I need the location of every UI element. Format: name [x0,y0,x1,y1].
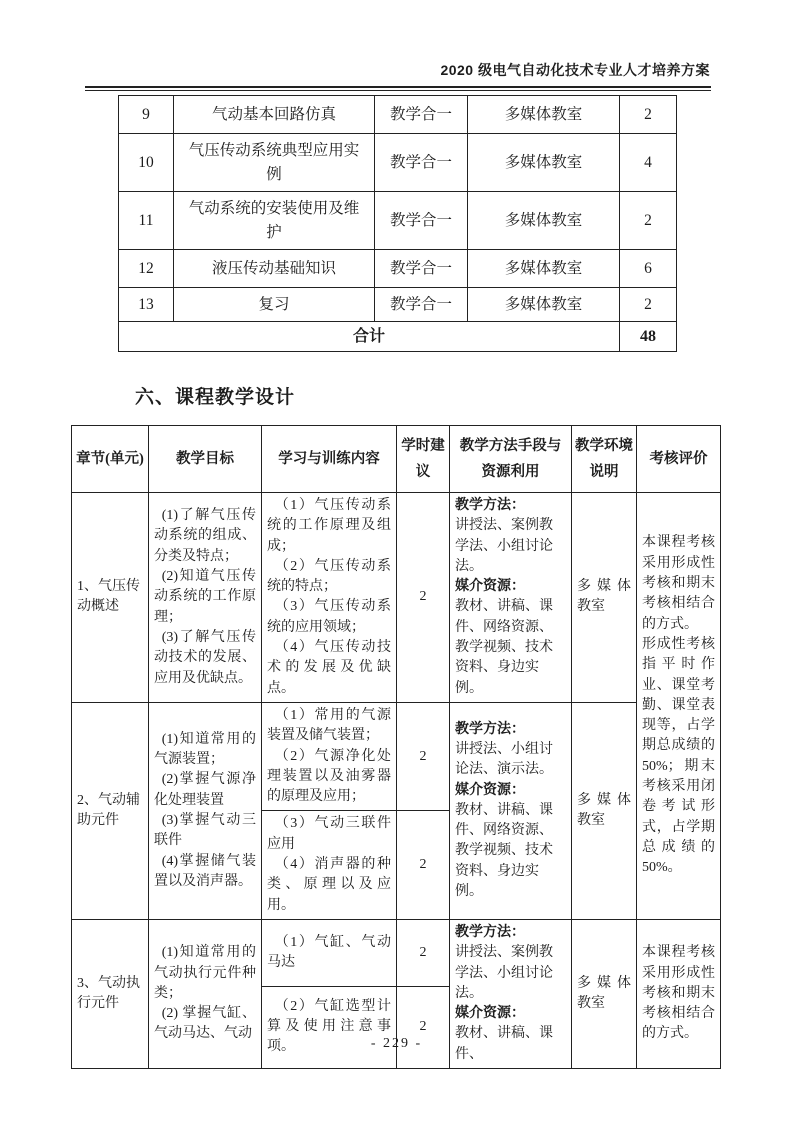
resources-label: 媒介资源： [455,579,525,595]
unit-cell: 1、气压传动概述 [72,493,149,703]
hours-cell: 2 [620,96,677,134]
methods-label: 教学方法： [455,721,525,737]
column-header: 考核评价 [637,426,721,493]
content-cell: （3）气动三联件应用 （4）消声器的种类、原理以及应用。 [262,811,397,919]
hours-cell: 2 [397,811,450,919]
table-row [119,288,677,322]
room-cell: 多媒体教室 [468,96,620,134]
method-cell: 教学合一 [375,192,468,250]
table-row [72,493,721,703]
content-cell: （2）气缸选型计算及使用注意事项。 [262,986,397,1068]
hours-cell: 2 [620,288,677,322]
row-number-cell: 11 [119,192,174,250]
page-header-title: 2020 级电气自动化技术专业人才培养方案 [440,62,710,78]
table-row [72,702,721,810]
resources-label: 媒介资源： [455,1006,525,1022]
hours-cell: 2 [397,493,450,703]
column-header: 章节(单元) [72,426,149,493]
table-row [119,250,677,288]
unit-cell: 2、气动辅助元件 [72,702,149,919]
column-header: 学时建议 [397,426,450,493]
resources-text: 教材、讲稿、课件、 [455,1026,553,1062]
column-header: 教学环境说明 [572,426,637,493]
hours-cell: 2 [397,986,450,1068]
header-rule [85,86,711,91]
method-cell: 教学合一 [375,288,468,322]
room-cell: 多媒体教室 [468,134,620,192]
resources-text: 教材、讲稿、课件、网络资源、教学视频、技术资料、身边实例。 [455,599,553,696]
content-cell: （1）气缸、气动马达 [262,919,397,986]
environment-cell: 多媒体教室 [572,919,637,1068]
methods-text: 讲授法、案例教学法、小组讨论法。 [455,518,553,574]
total-row [119,322,677,352]
resources-text: 教材、讲稿、课件、网络资源、教学视频、技术资料、身边实例。 [455,802,553,899]
room-cell: 多媒体教室 [468,250,620,288]
methods-label: 教学方法： [455,498,525,513]
table-row [119,134,677,192]
resources-label: 媒介资源： [455,782,525,798]
page-number: - 229 - [370,1036,423,1051]
methods-cell [450,493,572,703]
row-number-cell: 10 [119,134,174,192]
evaluation-cell: 本课程考核采用形成性考核和期末考核相结合的方式。 [637,919,721,1068]
methods-cell [450,702,572,919]
total-label-cell: 合计 [119,322,620,352]
topic-cell: 复习 [174,288,375,322]
column-header: 学习与训练内容 [262,426,397,493]
hours-cell: 6 [620,250,677,288]
objectives-cell: (1)知道常用的气动执行元件种类； (2) 掌握气缸、气动马达、气动 [149,919,262,1068]
teaching-design-table [71,425,721,1069]
methods-text: 讲授法、小组讨论法、演示法。 [455,741,553,778]
method-cell: 教学合一 [375,96,468,134]
methods-text: 讲授法、案例教学法、小组讨论法。 [455,945,553,1001]
methods-label: 教学方法： [455,924,525,940]
hours-cell: 4 [620,134,677,192]
table-row [72,919,721,986]
unit-cell: 3、气动执行元件 [72,919,149,1068]
content-cell: （1）气压传动系统的工作原理及组成； （2）气压传动系统的特点； （3）气压传动系统的应用领域； （4）气压传动技术的发展及优缺点。 [262,493,397,703]
section-heading: 六、课程教学设计 [135,387,296,408]
method-cell: 教学合一 [375,134,468,192]
total-hours-cell: 48 [620,322,677,352]
column-header: 教学目标 [149,426,262,493]
row-number-cell: 12 [119,250,174,288]
method-cell: 教学合一 [375,250,468,288]
room-cell: 多媒体教室 [468,192,620,250]
table-row [119,192,677,250]
hours-cell: 2 [397,702,450,810]
hours-cell: 2 [397,919,450,986]
hours-cell: 2 [620,192,677,250]
topic-cell: 气动基本回路仿真 [174,96,375,134]
objectives-cell: (1)知道常用的气源装置； (2)掌握气源净化处理装置 (3)掌握气动三联件 (4)掌握储气装置以及消声器。 [149,702,262,919]
row-number-cell: 9 [119,96,174,134]
column-header: 教学方法手段与资源利用 [450,426,572,493]
room-cell: 多媒体教室 [468,288,620,322]
header-row [72,426,721,493]
row-number-cell: 13 [119,288,174,322]
table-row [119,96,677,134]
content-cell: （1）常用的气源装置及储气装置； （2）气源净化处理装置以及油雾器的原理及应用； [262,702,397,810]
topic-cell: 气动系统的安装使用及维护 [174,192,375,250]
topic-cell: 气压传动系统典型应用实例 [174,134,375,192]
course-schedule-table [118,95,677,352]
objectives-cell: (1)了解气压传动系统的组成、分类及特点； (2)知道气压传动系统的工作原理； (3)了解气压传动技术的发展、应用及优缺点。 [149,493,262,703]
environment-cell: 多媒体教室 [572,493,637,703]
topic-cell: 液压传动基础知识 [174,250,375,288]
environment-cell: 多媒体教室 [572,702,637,919]
evaluation-cell: 本课程考核采用形成性考核和期末考核相结合的方式。 形成性考核指平时作业、课堂考勤、课堂表现等，占学期总成绩的50%；期末考核采用闭卷考试形式，占学期总成绩的50%。 [637,493,721,920]
